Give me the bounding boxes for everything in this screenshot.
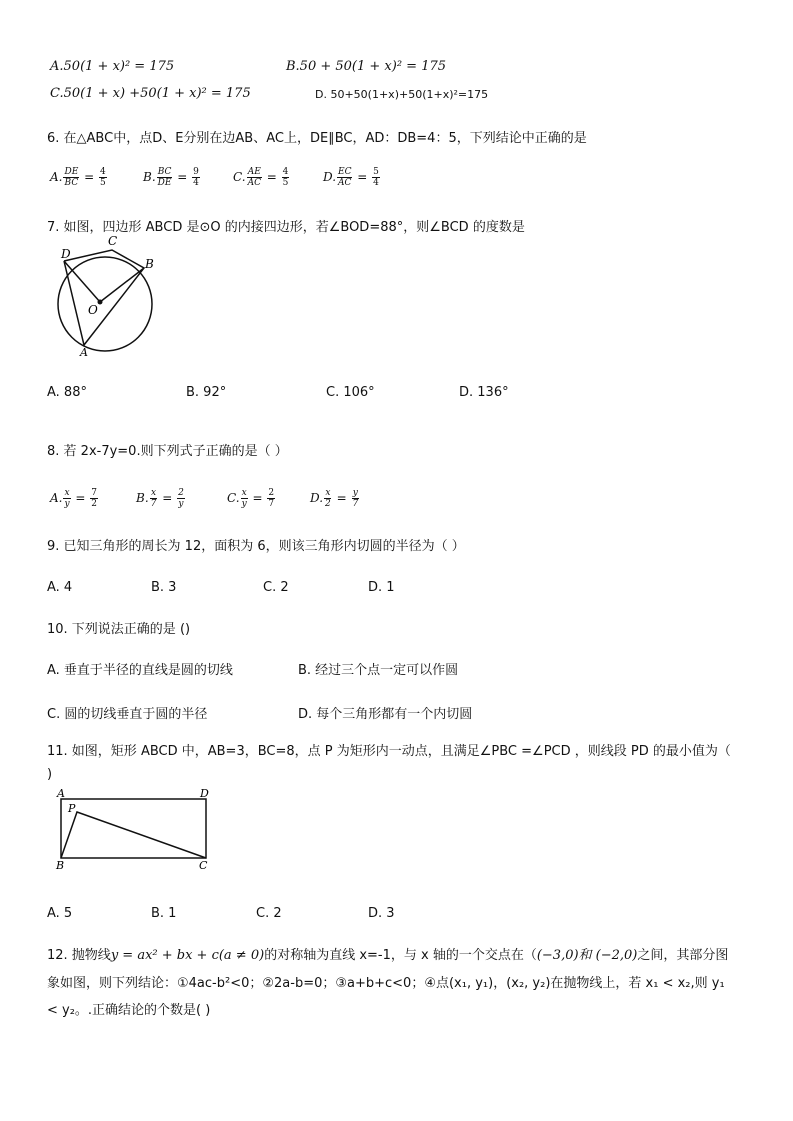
quadrilateral-abcd <box>64 250 144 345</box>
q9-option-c: C. 2 <box>263 580 289 595</box>
label-d: D <box>61 247 71 261</box>
q10-option-a: A. 垂直于半径的直线是圆的切线 <box>47 663 233 678</box>
q12-line-2: 象如图，则下列结论：①4ac-b²<0；②2a-b=0；③a+b+c<0；④点(x₁, y₁)，(x₂, y₂)在抛物线上，若 x₁ < x₂,则 y₁ <box>47 976 725 991</box>
label-c: C <box>199 859 208 872</box>
label-c: C <box>108 234 118 248</box>
q7-option-a: A. 88° <box>47 385 87 400</box>
q10-stem: 10. 下列说法正确的是 () <box>47 622 191 637</box>
q5-option-b: B.50 + 50(1 + x)² = 175 <box>286 59 447 74</box>
rectangle-abcd <box>61 799 206 858</box>
q5-option-a: A.50(1 + x)² = 175 <box>50 59 175 74</box>
segments-bp-pc <box>61 812 206 858</box>
q6-stem: 6. 在△ABC中，点D、E分别在边AB、AC上，DE∥BC，AD：DB=4：5，下列结论中正确的是 <box>47 131 587 146</box>
q8-stem: 8. 若 2x-7y=0.则下列式子正确的是（ ） <box>47 444 288 459</box>
q9-option-b: B. 3 <box>151 580 177 595</box>
q9-option-d: D. 1 <box>368 580 395 595</box>
q6-option-b: B. $\frac{BC}{DE}$ = $\frac{9}{4}$ <box>143 167 199 188</box>
q10-option-b: B. 经过三个点一定可以作圆 <box>298 663 459 678</box>
q9-stem: 9. 已知三角形的周长为 12，面积为 6，则该三角形内切圆的半径为（ ） <box>47 539 465 554</box>
q11-stem: 11. 如图，矩形 ABCD 中，AB=3，BC=8，点 P 为矩形内一动点，且满足∠PBC =∠PCD ，则线段 PD 的最小值为（ <box>47 744 731 759</box>
label-a: A <box>57 787 65 800</box>
label-b: B <box>56 859 65 872</box>
q6-option-d: D. $\frac{EC}{AC}$ = $\frac{5}{4}$ <box>323 167 379 188</box>
q11-option-c: C. 2 <box>256 906 282 921</box>
q7-option-b: B. 92° <box>186 385 227 400</box>
q8-option-a: A. $\frac{x}{y}$ = $\frac{7}{2}$ <box>50 488 97 509</box>
q12-line-1: 12. 抛物线y = ax² + bx + c(a ≠ 0)的对称轴为直线 x=-1，与 x 轴的一个交点在（(−3,0)和 (−2,0)之间，其部分图 <box>47 948 729 963</box>
q11-option-b: B. 1 <box>151 906 177 921</box>
q12-line-3: < y₂。.正确结论的个数是( ) <box>47 1003 211 1018</box>
label-a: A <box>80 346 88 359</box>
q6-option-c: C. $\frac{AE}{AC}$ = $\frac{4}{5}$ <box>233 167 289 188</box>
q6-option-a: A. $\frac{DE}{BC}$ = $\frac{4}{5}$ <box>50 167 106 188</box>
center-o-dot <box>98 300 103 305</box>
q7-circle-figure <box>48 232 163 360</box>
q9-option-a: A. 4 <box>47 580 73 595</box>
q8-option-b: B. $\frac{x}{7}$ = $\frac{2}{y}$ <box>136 488 184 509</box>
label-o: O <box>88 303 98 317</box>
q8-option-d: D. $\frac{x}{2}$ = $\frac{y}{7}$ <box>310 488 359 509</box>
q11-option-d: D. 3 <box>368 906 395 921</box>
label-p: P <box>68 802 76 815</box>
q10-option-d: D. 每个三角形都有一个内切圆 <box>298 707 473 722</box>
q11-stem-continuation: ) <box>47 767 53 782</box>
q5-option-d: D. 50+50(1+x)+50(1+x)²=175 <box>315 88 489 101</box>
q11-option-a: A. 5 <box>47 906 73 921</box>
label-b: B <box>145 257 154 271</box>
q7-option-c: C. 106° <box>326 385 375 400</box>
q7-stem: 7. 如图，四边形 ABCD 是⊙O 的内接四边形，若∠BOD=88°，则∠BCD 的度数是 <box>47 220 525 235</box>
q5-option-c: C.50(1 + x) +50(1 + x)² = 175 <box>50 86 251 101</box>
q7-option-d: D. 136° <box>459 385 509 400</box>
q10-option-c: C. 圆的切线垂直于圆的半径 <box>47 707 208 722</box>
label-d: D <box>200 787 209 800</box>
q8-option-c: C. $\frac{x}{y}$ = $\frac{2}{7}$ <box>227 488 275 509</box>
q11-rectangle-figure <box>50 785 220 875</box>
